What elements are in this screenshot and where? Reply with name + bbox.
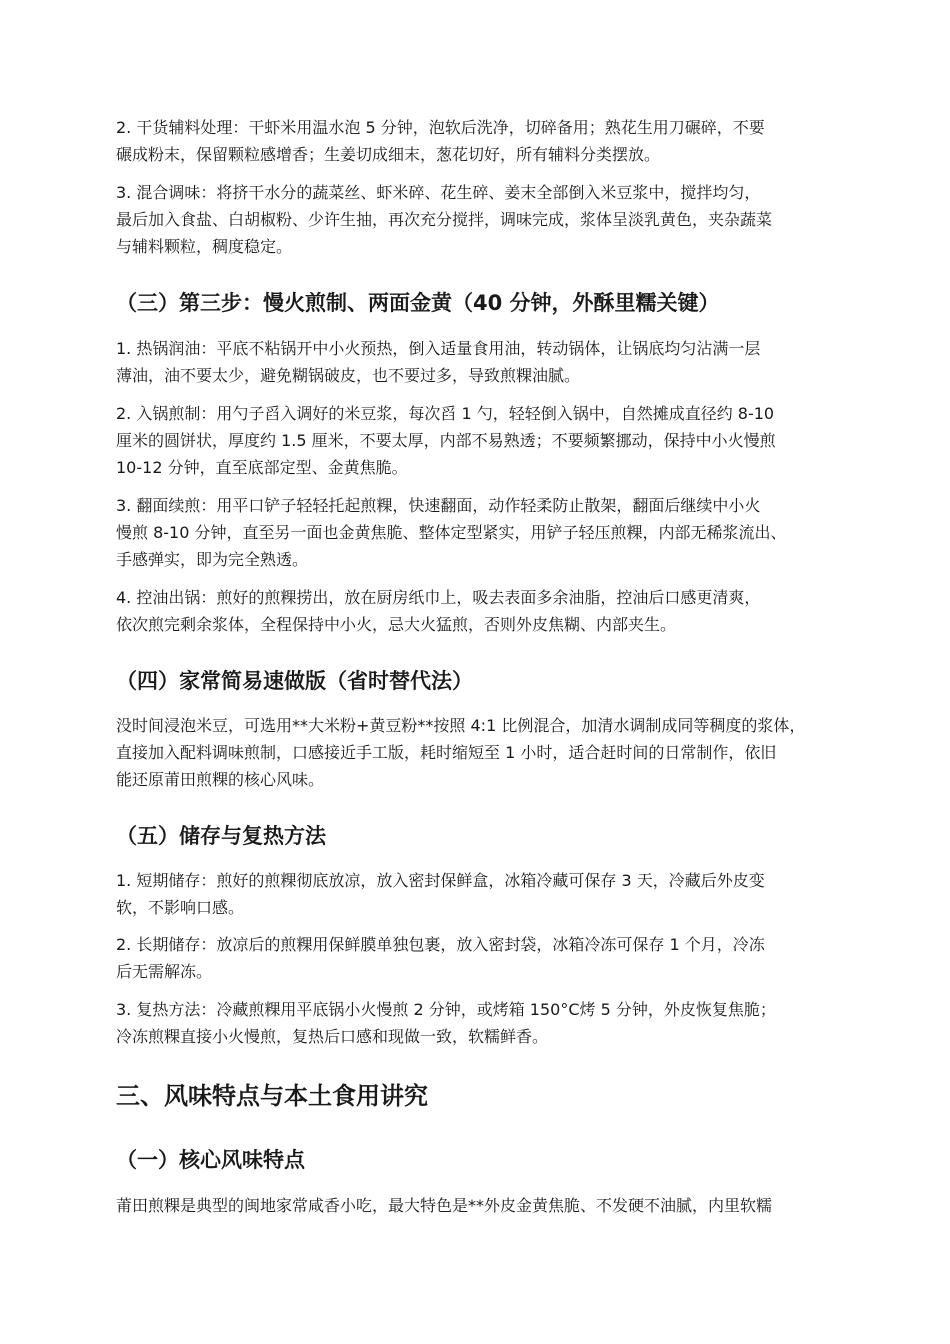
text-line: 依次煎完剩余浆体，全程保持中小火，忌大火猛煎，否则外皮焦糊、内部夹生。 xyxy=(116,615,677,634)
paragraph-quick-version xyxy=(116,712,838,793)
text-line: 没时间浸泡米豆，可选用**大米粉+黄豆粉**按照 4:1 比例混合，加清水调制成同等稠度的浆体， xyxy=(116,716,806,735)
text-line: 3. 混合调味：将挤干水分的蔬菜丝、虾米碎、花生碎、姜末全部倒入米豆浆中，搅拌均匀， xyxy=(116,183,761,202)
text-line: 直接加入配料调味煎制，口感接近手工版，耗时缩短至 1 小时，适合赶时间的日常制作，依旧 xyxy=(116,743,777,762)
text-line: 能还原莆田煎粿的核心风味。 xyxy=(116,770,325,789)
heading-quick-version: （四）家常简易速做版（省时替代法） xyxy=(116,669,473,693)
text-line: 厘米的圆饼状，厚度约 1.5 厘米，不要太厚，内部不易熟透；不要频繁挪动，保持中小火慢煎 xyxy=(116,431,776,450)
text-line: 慢煎 8-10 分钟，直至另一面也金黄焦脆、整体定型紧实，用铲子轻压煎粿，内部无稀浆流出、 xyxy=(116,523,787,542)
text-line: 1. 短期储存：煎好的煎粿彻底放凉，放入密封保鲜盒，冰箱冷藏可保存 3 天，冷藏后外皮变 xyxy=(116,871,765,890)
text-line: 2. 入锅煎制：用勺子舀入调好的米豆浆，每次舀 1 勺，轻轻倒入锅中，自然摊成直径约 8-10 xyxy=(116,404,775,423)
text-line: 1. 热锅润油：平底不粘锅开中小火预热，倒入适量食用油，转动锅体，让锅底均匀沾满一层 xyxy=(116,339,761,358)
paragraph-dry-ingredients xyxy=(116,114,838,168)
paragraph-short-storage xyxy=(116,867,838,921)
text-line: 薄油，油不要太少，避免糊锅破皮，也不要过多，导致煎粿油腻。 xyxy=(116,366,581,385)
paragraph-heat-pan xyxy=(116,335,838,389)
heading-storage: （五）储存与复热方法 xyxy=(116,824,326,848)
paragraph-mix-seasoning xyxy=(116,179,838,260)
text-line: 莆田煎粿是典型的闽地家常咸香小吃，最大特色是**外皮金黄焦脆、不发硬不油腻，内里软糯 xyxy=(116,1196,773,1215)
heading-section3: 三、风味特点与本土食用讲究 xyxy=(116,1082,428,1110)
text-line: 最后加入食盐、白胡椒粉、少许生抽，再次充分搅拌，调味完成，浆体呈淡乳黄色，夹杂蔬菜 xyxy=(116,210,773,229)
text-line: 4. 控油出锅：煎好的煎粿捞出，放在厨房纸巾上，吸去表面多余油脂，控油后口感更清爽， xyxy=(116,588,761,607)
text-line: 3. 翻面续煎：用平口铲子轻轻托起煎粿，快速翻面，动作轻柔防止散架，翻面后继续中小火 xyxy=(116,496,761,515)
paragraph-drain-oil xyxy=(116,584,838,638)
paragraph-flip-fry xyxy=(116,492,838,573)
paragraph-flavor xyxy=(116,1192,838,1219)
paragraph-pan-fry xyxy=(116,400,838,481)
text-line: 10-12 分钟，直至底部定型、金黄焦脆。 xyxy=(116,458,408,477)
text-line: 2. 长期储存：放凉后的煎粿用保鲜膜单独包裹，放入密封袋，冰箱冷冻可保存 1 个月，冷冻 xyxy=(116,935,765,954)
text-line: 手感弹实，即为完全熟透。 xyxy=(116,550,309,569)
heading-step3: （三）第三步：慢火煎制、两面金黄（40 分钟，外酥里糯关键） xyxy=(116,291,720,315)
text-line: 与辅料颗粒，稠度稳定。 xyxy=(116,237,293,256)
text-line: 后无需解冻。 xyxy=(116,962,213,981)
text-line: 冷冻煎粿直接小火慢煎，复热后口感和现做一致，软糯鲜香。 xyxy=(116,1027,549,1046)
text-line: 碾成粉末，保留颗粒感增香；生姜切成细末，葱花切好，所有辅料分类摆放。 xyxy=(116,145,661,164)
paragraph-long-storage xyxy=(116,931,838,985)
text-line: 3. 复热方法：冷藏煎粿用平底锅小火慢煎 2 分钟，或烤箱 150°C烤 5 分钟，外皮恢复焦脆； xyxy=(116,1000,776,1019)
heading-flavor: （一）核心风味特点 xyxy=(116,1148,305,1172)
paragraph-reheat xyxy=(116,996,838,1050)
text-line: 2. 干货辅料处理：干虾米用温水泡 5 分钟，泡软后洗净，切碎备用；熟花生用刀碾碎，不要 xyxy=(116,118,765,137)
text-line: 软，不影响口感。 xyxy=(116,898,245,917)
